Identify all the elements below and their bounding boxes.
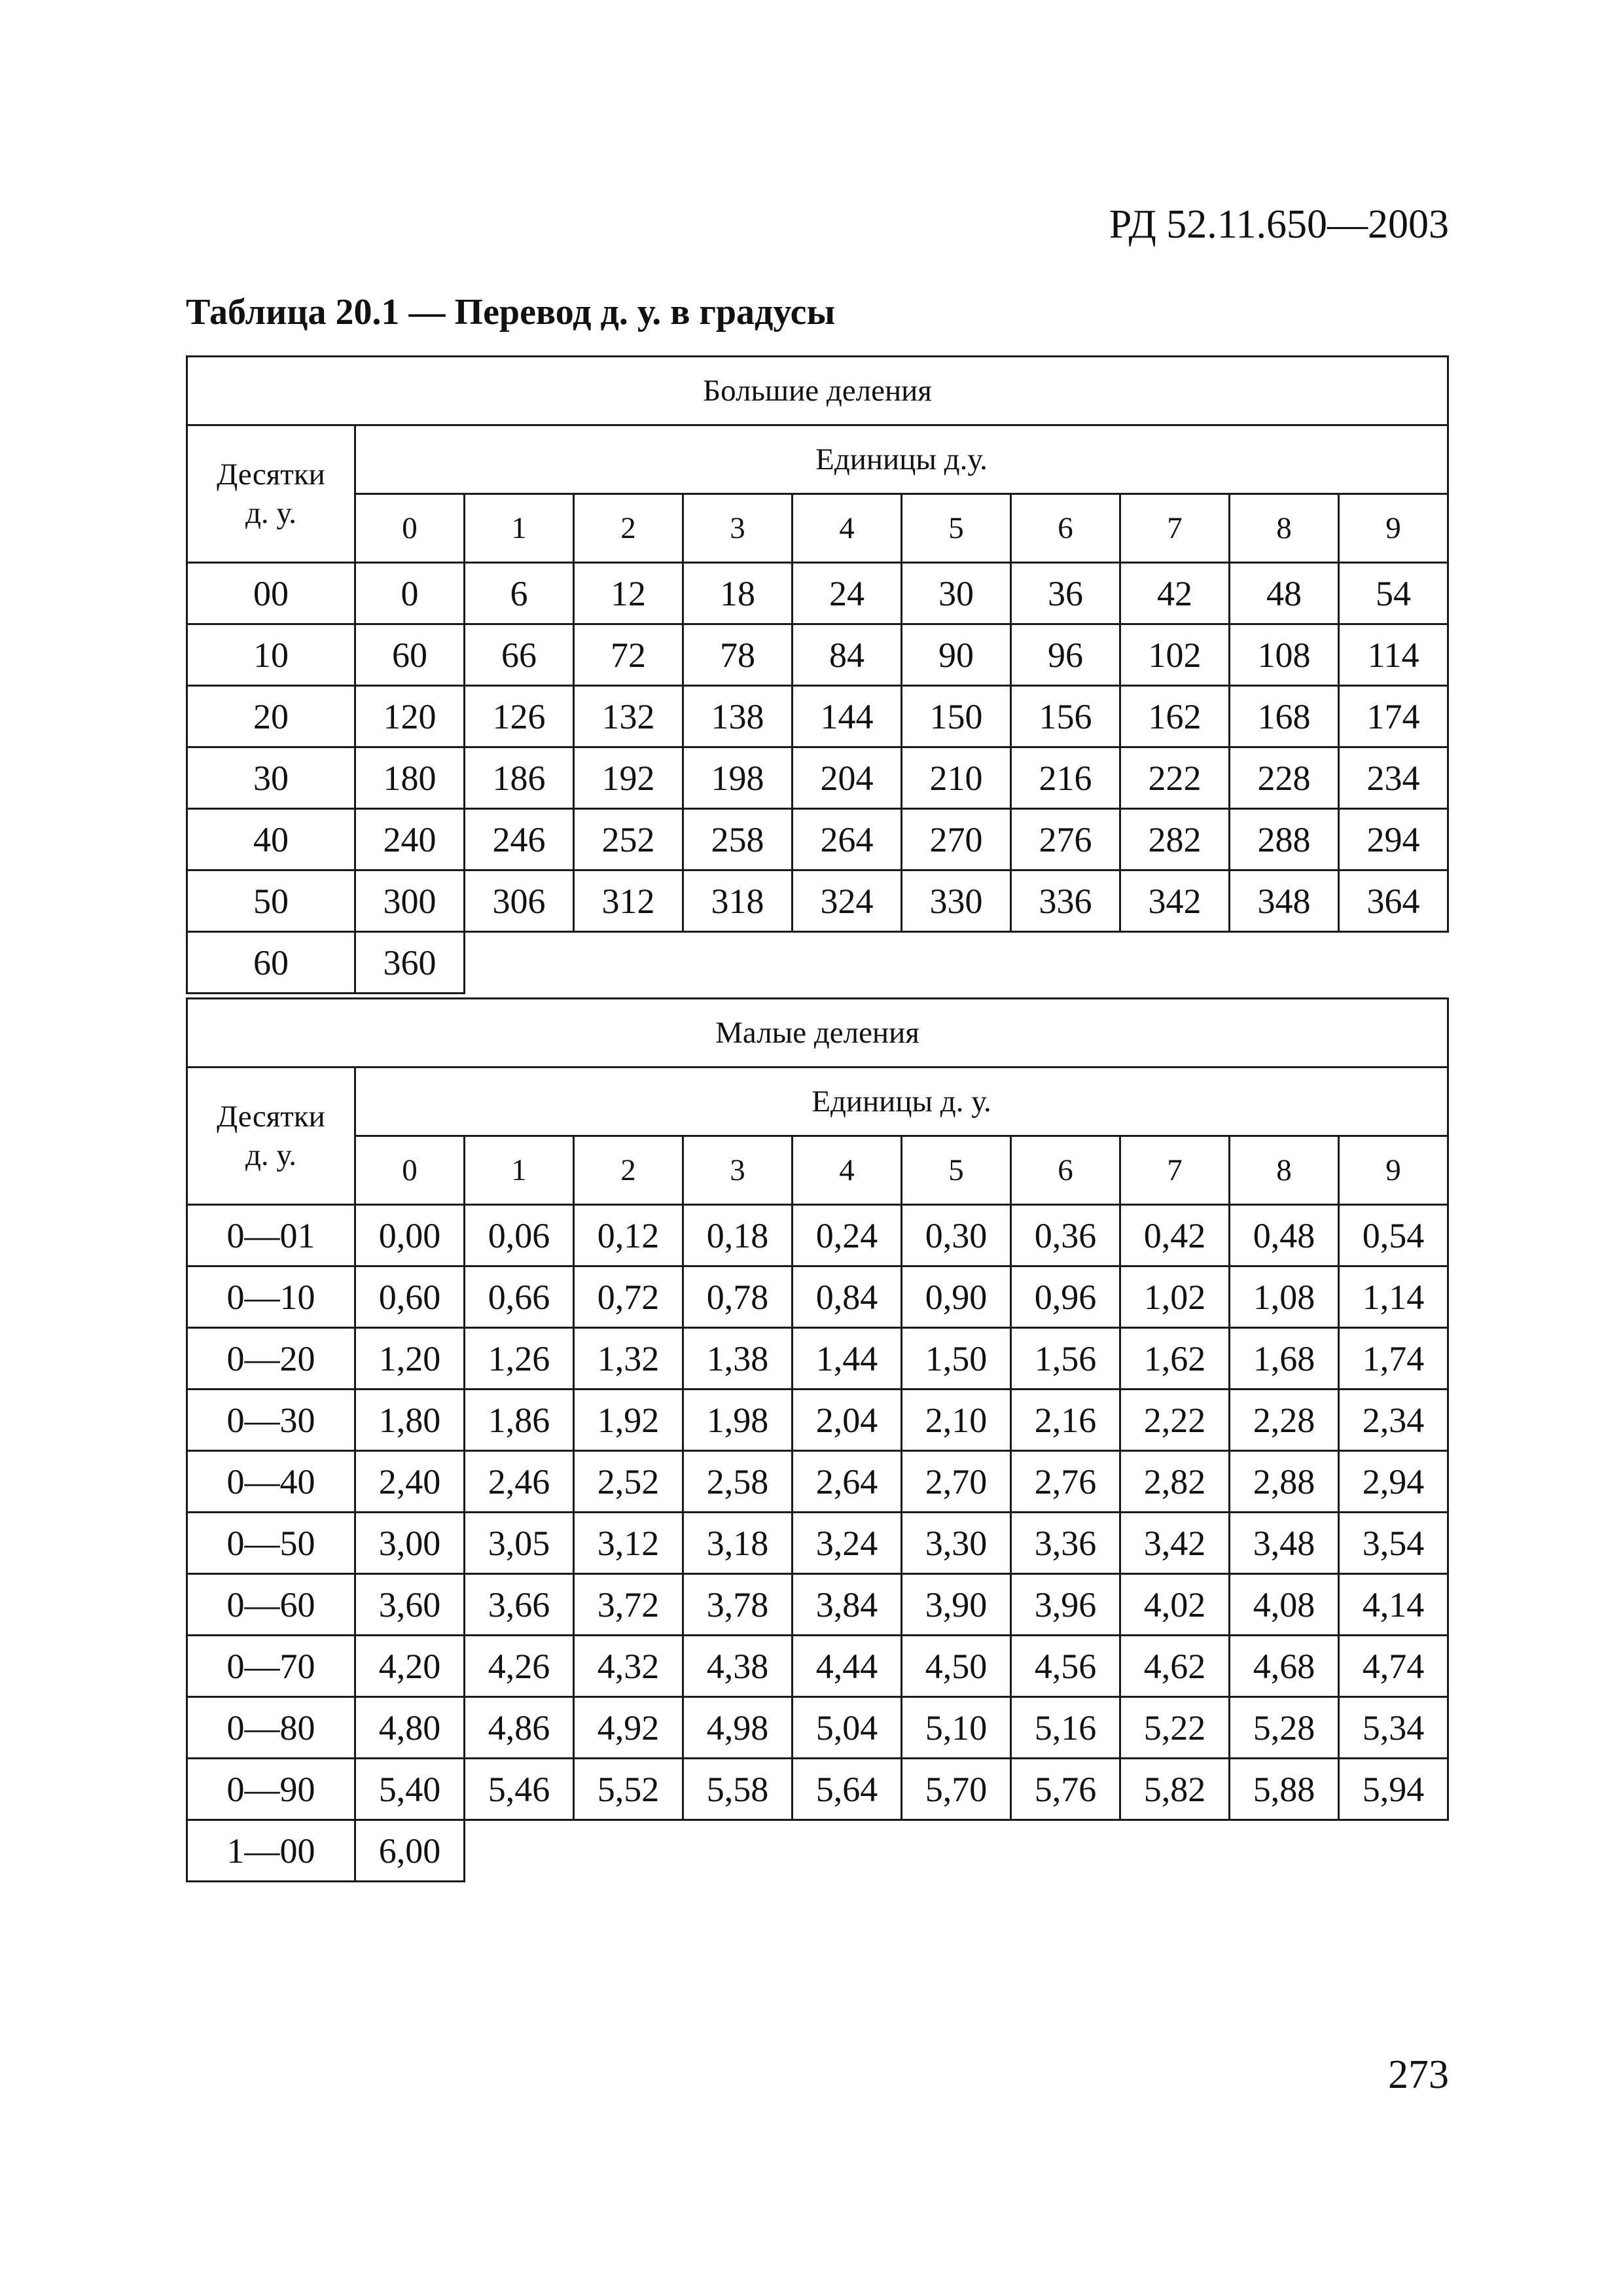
value-cell: 3,84	[793, 1574, 902, 1636]
row-label: 0—20	[187, 1328, 355, 1390]
unit-digit-header: 4	[793, 494, 902, 563]
unit-digit-header: 3	[683, 1136, 793, 1205]
row-label: 60	[187, 932, 355, 994]
value-cell: 5,34	[1339, 1697, 1448, 1759]
units-header: Единицы д.у.	[355, 425, 1448, 494]
value-cell: 1,56	[1011, 1328, 1120, 1390]
value-cell: 1,38	[683, 1328, 793, 1390]
value-cell: 1,02	[1120, 1266, 1230, 1328]
tens-column-header	[187, 425, 355, 563]
value-cell: 192	[574, 747, 683, 809]
value-cell: 1,62	[1120, 1328, 1230, 1390]
value-cell: 4,08	[1230, 1574, 1339, 1636]
value-cell: 1,08	[1230, 1266, 1339, 1328]
value-cell: 5,58	[683, 1759, 793, 1820]
row-label: 0—70	[187, 1636, 355, 1697]
table-row	[187, 1513, 1448, 1574]
value-cell: 270	[902, 809, 1011, 870]
value-cell: 4,62	[1120, 1636, 1230, 1697]
value-cell: 4,80	[355, 1697, 465, 1759]
table-row	[187, 1390, 1448, 1451]
value-cell: 2,16	[1011, 1390, 1120, 1451]
value-cell: 3,36	[1011, 1513, 1120, 1574]
value-cell: 0,24	[793, 1205, 902, 1266]
value-cell: 4,56	[1011, 1636, 1120, 1697]
value-cell: 0	[355, 563, 465, 624]
row-label: 0—10	[187, 1266, 355, 1328]
value-cell: 96	[1011, 624, 1120, 686]
row-label: 00	[187, 563, 355, 624]
value-cell: 138	[683, 686, 793, 747]
value-cell: 0,54	[1339, 1205, 1448, 1266]
table-row	[187, 1636, 1448, 1697]
value-cell: 2,58	[683, 1451, 793, 1513]
value-cell: 294	[1339, 809, 1448, 870]
value-cell: 324	[793, 870, 902, 932]
value-cell: 252	[574, 809, 683, 870]
value-cell: 150	[902, 686, 1011, 747]
value-cell: 210	[902, 747, 1011, 809]
unit-digit-header: 1	[465, 1136, 574, 1205]
value-cell: 3,78	[683, 1574, 793, 1636]
value-cell: 84	[793, 624, 902, 686]
section-heading: Малые деления	[187, 999, 1448, 1067]
page-number: 273	[1388, 2053, 1449, 2097]
table-row	[187, 1328, 1448, 1390]
value-cell: 5,04	[793, 1697, 902, 1759]
value-cell: 3,18	[683, 1513, 793, 1574]
value-cell: 3,12	[574, 1513, 683, 1574]
value-cell: 5,76	[1011, 1759, 1120, 1820]
value-cell: 72	[574, 624, 683, 686]
value-cell: 48	[1230, 563, 1339, 624]
value-cell: 2,94	[1339, 1451, 1448, 1513]
value-cell: 1,86	[465, 1390, 574, 1451]
value-cell: 364	[1339, 870, 1448, 932]
value-cell: 1,14	[1339, 1266, 1448, 1328]
unit-digit-header: 9	[1339, 1136, 1448, 1205]
value-cell: 2,34	[1339, 1390, 1448, 1451]
unit-digit-header: 5	[902, 1136, 1011, 1205]
small-divisions-table	[186, 997, 1449, 1882]
large-divisions-table	[186, 355, 1449, 994]
value-cell: 0,66	[465, 1266, 574, 1328]
value-cell: 0,48	[1230, 1205, 1339, 1266]
value-cell: 2,28	[1230, 1390, 1339, 1451]
document-code: РД 52.11.650—2003	[1109, 202, 1449, 247]
value-cell: 5,94	[1339, 1759, 1448, 1820]
value-cell: 5,22	[1120, 1697, 1230, 1759]
value-cell: 180	[355, 747, 465, 809]
table-row	[187, 1205, 1448, 1266]
empty-area	[465, 1820, 1448, 1882]
value-cell: 132	[574, 686, 683, 747]
value-cell: 18	[683, 563, 793, 624]
unit-digit-header: 2	[574, 1136, 683, 1205]
value-cell: 1,44	[793, 1328, 902, 1390]
row-label: 0—50	[187, 1513, 355, 1574]
row-label: 0—30	[187, 1390, 355, 1451]
row-label: 0—80	[187, 1697, 355, 1759]
row-label: 0—40	[187, 1451, 355, 1513]
table-row	[187, 809, 1448, 870]
value-cell: 234	[1339, 747, 1448, 809]
value-cell: 336	[1011, 870, 1120, 932]
value-cell: 3,42	[1120, 1513, 1230, 1574]
value-cell: 0,00	[355, 1205, 465, 1266]
value-cell: 78	[683, 624, 793, 686]
value-cell: 5,52	[574, 1759, 683, 1820]
value-cell: 120	[355, 686, 465, 747]
row-label: 1—00	[187, 1820, 355, 1882]
value-cell: 2,64	[793, 1451, 902, 1513]
value-cell: 312	[574, 870, 683, 932]
row-label: 10	[187, 624, 355, 686]
value-cell: 4,38	[683, 1636, 793, 1697]
table-row	[187, 1266, 1448, 1328]
row-label: 30	[187, 747, 355, 809]
value-cell: 2,10	[902, 1390, 1011, 1451]
value-cell: 4,50	[902, 1636, 1011, 1697]
row-label: 0—90	[187, 1759, 355, 1820]
value-cell: 168	[1230, 686, 1339, 747]
value-cell: 276	[1011, 809, 1120, 870]
value-cell: 1,32	[574, 1328, 683, 1390]
value-cell: 2,52	[574, 1451, 683, 1513]
value-cell: 2,82	[1120, 1451, 1230, 1513]
value-cell: 4,92	[574, 1697, 683, 1759]
value-cell: 102	[1120, 624, 1230, 686]
unit-digit-header: 4	[793, 1136, 902, 1205]
value-cell: 2,76	[1011, 1451, 1120, 1513]
value-cell: 240	[355, 809, 465, 870]
value-cell: 360	[355, 932, 465, 994]
row-label: 40	[187, 809, 355, 870]
unit-digit-header: 8	[1230, 494, 1339, 563]
value-cell: 0,06	[465, 1205, 574, 1266]
value-cell: 222	[1120, 747, 1230, 809]
value-cell: 2,88	[1230, 1451, 1339, 1513]
unit-digit-header: 8	[1230, 1136, 1339, 1205]
value-cell: 186	[465, 747, 574, 809]
value-cell: 12	[574, 563, 683, 624]
unit-digit-header: 2	[574, 494, 683, 563]
row-label: 0—01	[187, 1205, 355, 1266]
value-cell: 5,82	[1120, 1759, 1230, 1820]
units-header: Единицы д. у.	[355, 1067, 1448, 1136]
value-cell: 5,70	[902, 1759, 1011, 1820]
value-cell: 36	[1011, 563, 1120, 624]
value-cell: 114	[1339, 624, 1448, 686]
value-cell: 246	[465, 809, 574, 870]
row-label: 0—60	[187, 1574, 355, 1636]
value-cell: 30	[902, 563, 1011, 624]
unit-digit-header: 0	[355, 494, 465, 563]
value-cell: 348	[1230, 870, 1339, 932]
unit-digit-header: 5	[902, 494, 1011, 563]
value-cell: 0,30	[902, 1205, 1011, 1266]
value-cell: 90	[902, 624, 1011, 686]
value-cell: 0,72	[574, 1266, 683, 1328]
value-cell: 4,44	[793, 1636, 902, 1697]
unit-digit-header: 1	[465, 494, 574, 563]
value-cell: 24	[793, 563, 902, 624]
value-cell: 318	[683, 870, 793, 932]
value-cell: 288	[1230, 809, 1339, 870]
value-cell: 4,74	[1339, 1636, 1448, 1697]
value-cell: 60	[355, 624, 465, 686]
value-cell: 4,02	[1120, 1574, 1230, 1636]
value-cell: 3,54	[1339, 1513, 1448, 1574]
tens-label-line1: Десятки	[217, 457, 325, 492]
value-cell: 2,46	[465, 1451, 574, 1513]
table-row	[187, 1574, 1448, 1636]
tens-label-line2: д. у.	[245, 495, 296, 530]
value-cell: 4,98	[683, 1697, 793, 1759]
value-cell: 1,74	[1339, 1328, 1448, 1390]
value-cell: 306	[465, 870, 574, 932]
value-cell: 5,64	[793, 1759, 902, 1820]
value-cell: 3,96	[1011, 1574, 1120, 1636]
value-cell: 1,68	[1230, 1328, 1339, 1390]
value-cell: 2,70	[902, 1451, 1011, 1513]
value-cell: 42	[1120, 563, 1230, 624]
value-cell: 6	[465, 563, 574, 624]
value-cell: 1,20	[355, 1328, 465, 1390]
value-cell: 6,00	[355, 1820, 465, 1882]
value-cell: 330	[902, 870, 1011, 932]
value-cell: 204	[793, 747, 902, 809]
table-row	[187, 563, 1448, 624]
table-row	[187, 1820, 1448, 1882]
value-cell: 66	[465, 624, 574, 686]
value-cell: 1,98	[683, 1390, 793, 1451]
value-cell: 3,30	[902, 1513, 1011, 1574]
unit-digit-header: 6	[1011, 494, 1120, 563]
value-cell: 342	[1120, 870, 1230, 932]
section-heading: Большие деления	[187, 357, 1448, 425]
value-cell: 0,90	[902, 1266, 1011, 1328]
value-cell: 4,68	[1230, 1636, 1339, 1697]
table-title: Таблица 20.1 — Перевод д. у. в градусы	[186, 292, 836, 332]
unit-digit-header: 7	[1120, 1136, 1230, 1205]
value-cell: 5,88	[1230, 1759, 1339, 1820]
table-row	[187, 870, 1448, 932]
value-cell: 144	[793, 686, 902, 747]
table-row	[187, 686, 1448, 747]
value-cell: 5,10	[902, 1697, 1011, 1759]
value-cell: 216	[1011, 747, 1120, 809]
unit-digit-header: 6	[1011, 1136, 1120, 1205]
value-cell: 108	[1230, 624, 1339, 686]
value-cell: 0,96	[1011, 1266, 1120, 1328]
value-cell: 4,14	[1339, 1574, 1448, 1636]
value-cell: 3,66	[465, 1574, 574, 1636]
row-label: 20	[187, 686, 355, 747]
value-cell: 4,86	[465, 1697, 574, 1759]
value-cell: 4,20	[355, 1636, 465, 1697]
value-cell: 5,40	[355, 1759, 465, 1820]
table-row	[187, 932, 1448, 994]
value-cell: 126	[465, 686, 574, 747]
value-cell: 5,16	[1011, 1697, 1120, 1759]
tens-label-line2: д. у.	[245, 1138, 296, 1172]
table-row	[187, 747, 1448, 809]
value-cell: 0,60	[355, 1266, 465, 1328]
value-cell: 3,60	[355, 1574, 465, 1636]
value-cell: 2,40	[355, 1451, 465, 1513]
tens-column-header	[187, 1067, 355, 1205]
value-cell: 54	[1339, 563, 1448, 624]
unit-digit-header: 3	[683, 494, 793, 563]
value-cell: 0,12	[574, 1205, 683, 1266]
value-cell: 4,26	[465, 1636, 574, 1697]
value-cell: 1,80	[355, 1390, 465, 1451]
value-cell: 0,42	[1120, 1205, 1230, 1266]
value-cell: 3,72	[574, 1574, 683, 1636]
value-cell: 4,32	[574, 1636, 683, 1697]
value-cell: 1,26	[465, 1328, 574, 1390]
value-cell: 5,28	[1230, 1697, 1339, 1759]
value-cell: 0,36	[1011, 1205, 1120, 1266]
table-row	[187, 1451, 1448, 1513]
value-cell: 156	[1011, 686, 1120, 747]
value-cell: 3,05	[465, 1513, 574, 1574]
table-row	[187, 1759, 1448, 1820]
empty-area	[465, 932, 1448, 994]
value-cell: 162	[1120, 686, 1230, 747]
value-cell: 3,90	[902, 1574, 1011, 1636]
value-cell: 1,92	[574, 1390, 683, 1451]
value-cell: 1,50	[902, 1328, 1011, 1390]
value-cell: 0,84	[793, 1266, 902, 1328]
unit-digit-header: 9	[1339, 494, 1448, 563]
value-cell: 0,18	[683, 1205, 793, 1266]
value-cell: 264	[793, 809, 902, 870]
row-label: 50	[187, 870, 355, 932]
unit-digit-header: 7	[1120, 494, 1230, 563]
value-cell: 300	[355, 870, 465, 932]
value-cell: 3,24	[793, 1513, 902, 1574]
value-cell: 282	[1120, 809, 1230, 870]
value-cell: 5,46	[465, 1759, 574, 1820]
value-cell: 258	[683, 809, 793, 870]
value-cell: 198	[683, 747, 793, 809]
value-cell: 228	[1230, 747, 1339, 809]
unit-digit-header: 0	[355, 1136, 465, 1205]
tens-label-line1: Десятки	[217, 1099, 325, 1134]
value-cell: 2,22	[1120, 1390, 1230, 1451]
value-cell: 0,78	[683, 1266, 793, 1328]
table-row	[187, 1697, 1448, 1759]
value-cell: 2,04	[793, 1390, 902, 1451]
value-cell: 174	[1339, 686, 1448, 747]
table-row	[187, 624, 1448, 686]
value-cell: 3,00	[355, 1513, 465, 1574]
value-cell: 3,48	[1230, 1513, 1339, 1574]
